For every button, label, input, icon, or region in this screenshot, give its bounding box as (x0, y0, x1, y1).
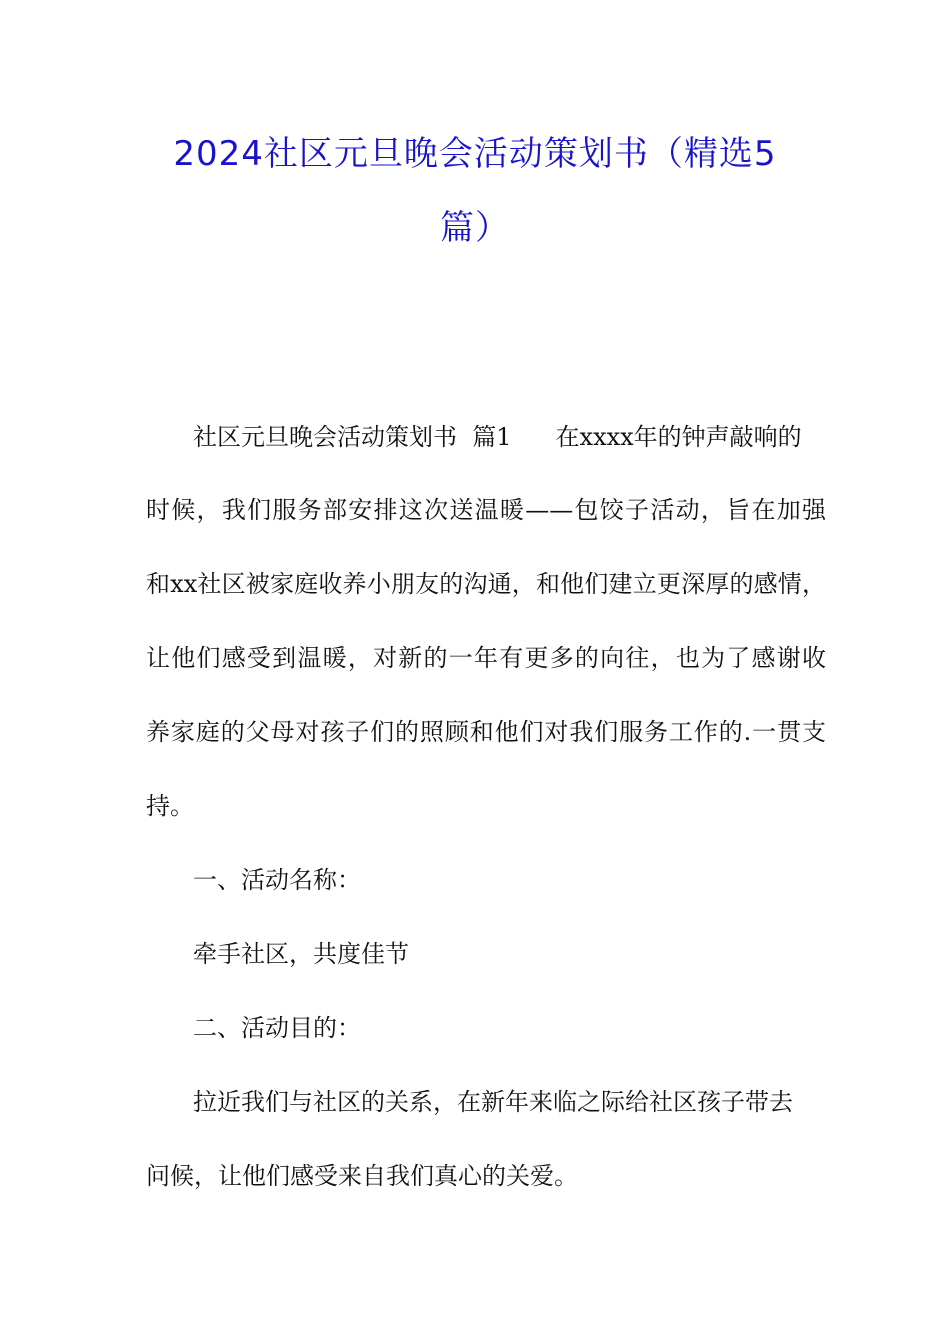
paragraph-line: 持。 (146, 792, 194, 820)
document-title-line-1: 2024社区元旦晚会活动策划书（精选5 (173, 134, 777, 174)
intro-first-line (193, 420, 873, 454)
section-2-title: 二、活动目的： (193, 1014, 361, 1042)
paragraph-line: 时候，我们服务部安排这次送温暖——包饺子活动，旨在加强 (146, 496, 826, 524)
section-1-content: 牵手社区，共度佳节 (193, 940, 409, 968)
paragraph-line: 和xx社区被家庭收养小朋友的沟通，和他们建立更深厚的感情， (146, 570, 826, 598)
paragraph-line: 让他们感受到温暖，对新的一年有更多的向往，也为了感谢收 (146, 644, 826, 672)
section-2-content-line-1: 拉近我们与社区的关系，在新年来临之际给社区孩子带去 (193, 1088, 793, 1116)
intro-text-start: 在xxxx年的钟声敲响的 (555, 423, 802, 451)
section-2-content-line-2: 问候，让他们感受来自我们真心的关爱。 (146, 1162, 578, 1190)
section-1-title: 一、活动名称： (193, 866, 361, 894)
paragraph-line: 养家庭的父母对孩子们的照顾和他们对我们服务工作的.一贯支 (146, 718, 826, 746)
document-title-line-2: 篇） (440, 208, 510, 248)
section-heading: 社区元旦晚会活动策划书 篇1 (193, 423, 512, 451)
